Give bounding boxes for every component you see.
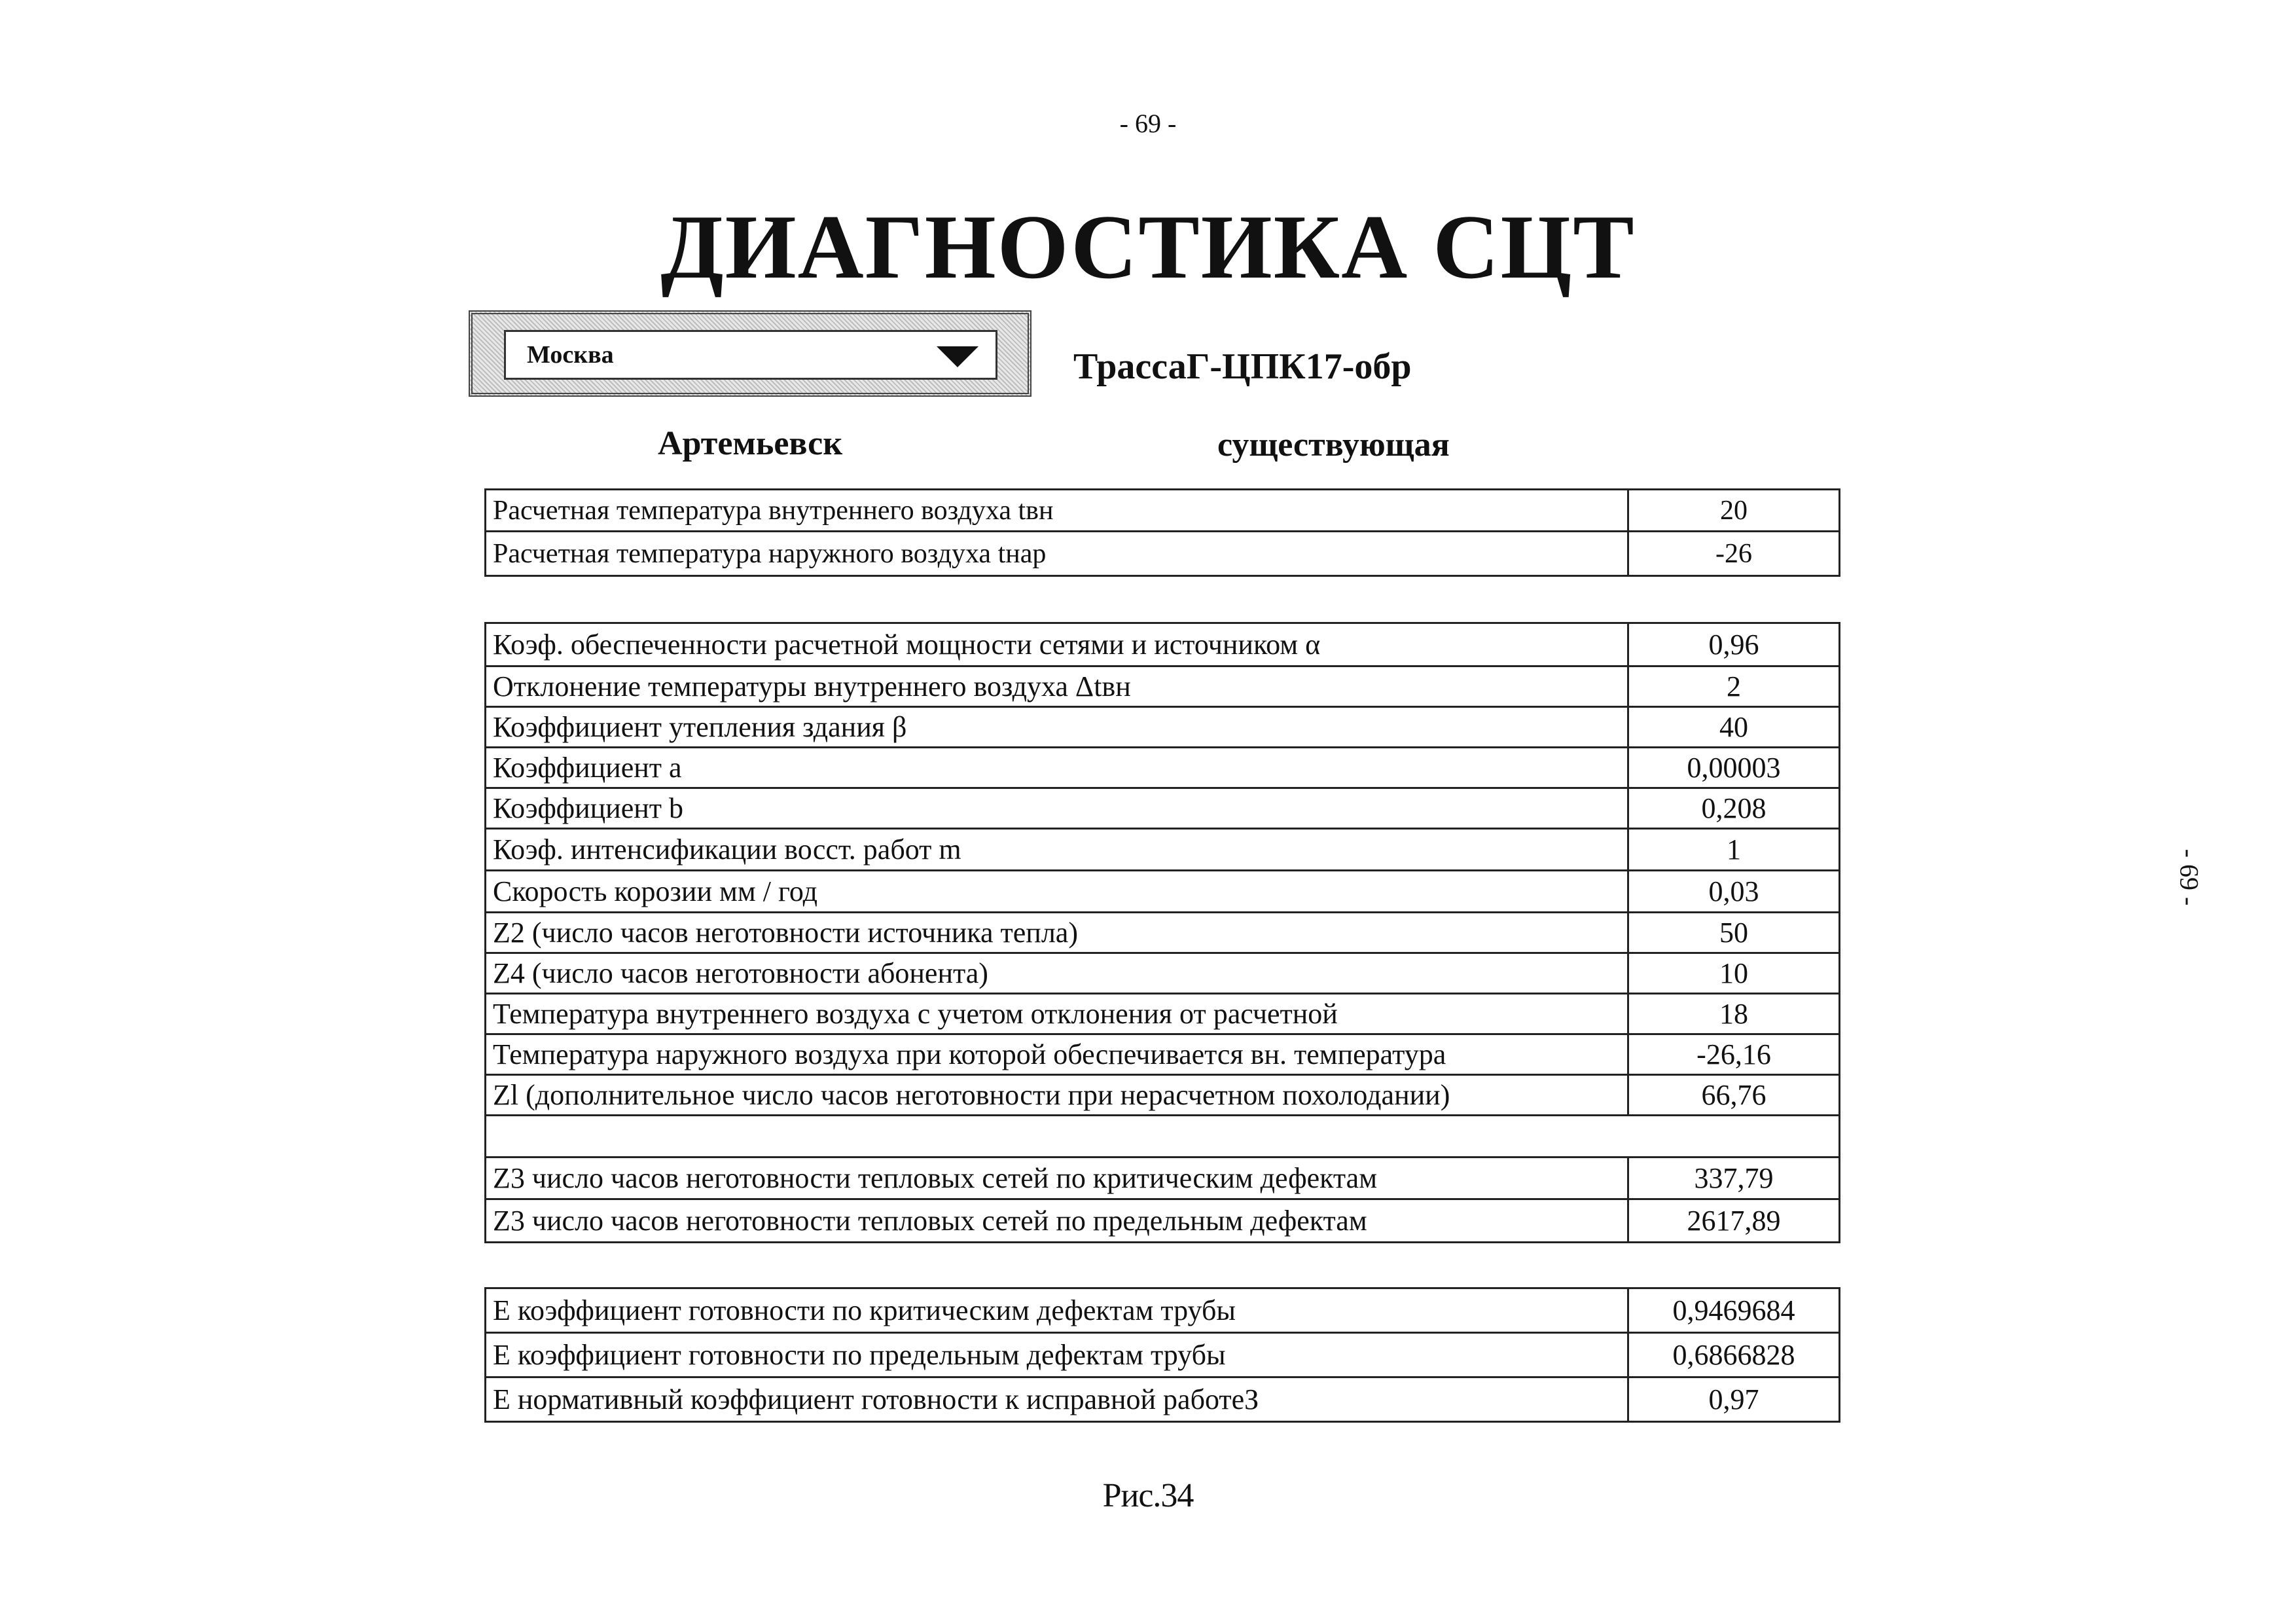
table-row xyxy=(486,829,1840,871)
row-label: Отклонение температуры внутреннего воздуха Δtвн xyxy=(486,666,1628,707)
page-number-side xyxy=(2174,848,2204,906)
coefficients-table xyxy=(484,622,1840,1243)
city-label: Артемьевск xyxy=(658,425,843,462)
table-row xyxy=(486,1034,1840,1075)
row-label: Скорость корозии мм / год xyxy=(486,871,1628,913)
row-value: 20 xyxy=(1628,490,1840,532)
row-label: Температура наружного воздуха при которой обеспечивается вн. температура xyxy=(486,1034,1628,1075)
row-value: 1 xyxy=(1628,829,1840,871)
row-value: 0,6866828 xyxy=(1628,1333,1840,1377)
table-row xyxy=(486,913,1840,953)
row-value: 0,208 xyxy=(1628,788,1840,829)
table-row xyxy=(486,490,1840,532)
table-row xyxy=(486,707,1840,748)
row-label: Коэффициент b xyxy=(486,788,1628,829)
row-label: Z4 (число часов неготовности абонента) xyxy=(486,953,1628,994)
table-row xyxy=(486,1199,1840,1243)
row-value: 50 xyxy=(1628,913,1840,953)
table-row xyxy=(486,1333,1840,1377)
row-label: Коэффициент утепления здания β xyxy=(486,707,1628,748)
table-row xyxy=(486,994,1840,1034)
row-label: Коэф. обеспеченности расчетной мощности сетями и источником α xyxy=(486,623,1628,666)
row-value: 2 xyxy=(1628,666,1840,707)
row-value: -26,16 xyxy=(1628,1034,1840,1075)
table-row xyxy=(486,871,1840,913)
row-value: 0,9469684 xyxy=(1628,1288,1840,1333)
table-row xyxy=(486,1288,1840,1333)
route-title: ТрассаГ-ЦПК17-обр xyxy=(1073,346,1412,387)
figure-caption: Рис.34 xyxy=(1102,1477,1194,1514)
row-value: 2617,89 xyxy=(1628,1199,1840,1243)
table-row xyxy=(486,748,1840,788)
row-value: 0,97 xyxy=(1628,1377,1840,1422)
row-label: Z2 (число часов неготовности источника тепла) xyxy=(486,913,1628,953)
region-dropdown-value: Москва xyxy=(527,341,614,369)
row-label: Температура внутреннего воздуха с учетом отклонения от расчетной xyxy=(486,994,1628,1034)
row-label: E нормативный коэффициент готовности к исправной работеЗ xyxy=(486,1377,1628,1422)
row-label: Коэффициент a xyxy=(486,748,1628,788)
table-row xyxy=(486,1158,1840,1199)
table-row xyxy=(486,532,1840,576)
row-label: E коэффициент готовности по критическим дефектам трубы xyxy=(486,1288,1628,1333)
row-label: Расчетная температура наружного воздуха tнар xyxy=(486,532,1628,576)
status-label: существующая xyxy=(1217,426,1450,464)
row-label: Коэф. интенсификации восст. работ m xyxy=(486,829,1628,871)
table-row xyxy=(486,1075,1840,1116)
row-label: Расчетная температура внутреннего воздуха tвн xyxy=(486,490,1628,532)
row-value: 18 xyxy=(1628,994,1840,1034)
row-value: -26 xyxy=(1628,532,1840,576)
row-label: Z3 число часов неготовности тепловых сетей по критическим дефектам xyxy=(486,1158,1628,1199)
page-number-side-text: - 69 - xyxy=(2174,848,2204,906)
table-row xyxy=(486,953,1840,994)
row-value: 337,79 xyxy=(1628,1158,1840,1199)
row-value: 0,96 xyxy=(1628,623,1840,666)
design-temperature-table xyxy=(484,488,1840,577)
row-value: 0,00003 xyxy=(1628,748,1840,788)
region-dropdown[interactable] xyxy=(504,330,997,380)
spacer-cell xyxy=(486,1116,1840,1158)
row-label: Z3 число часов неготовности тепловых сетей по предельным дефектам xyxy=(486,1199,1628,1243)
row-label: E коэффициент готовности по предельным дефектам трубы xyxy=(486,1333,1628,1377)
row-value: 40 xyxy=(1628,707,1840,748)
row-label: Zl (дополнительное число часов неготовности при нерасчетном похолодании) xyxy=(486,1075,1628,1116)
row-value: 0,03 xyxy=(1628,871,1840,913)
page-title: ДИАГНОСТИКА СЦТ xyxy=(660,196,1636,298)
table-row xyxy=(486,666,1840,707)
table-row xyxy=(486,788,1840,829)
row-value: 66,76 xyxy=(1628,1075,1840,1116)
spacer-row xyxy=(486,1116,1840,1158)
row-value: 10 xyxy=(1628,953,1840,994)
page-number-top: - 69 - xyxy=(1119,109,1177,138)
readiness-coefficient-table xyxy=(484,1287,1840,1423)
triangle-down-icon[interactable] xyxy=(937,346,978,367)
table-row xyxy=(486,1377,1840,1422)
table-row xyxy=(486,623,1840,666)
